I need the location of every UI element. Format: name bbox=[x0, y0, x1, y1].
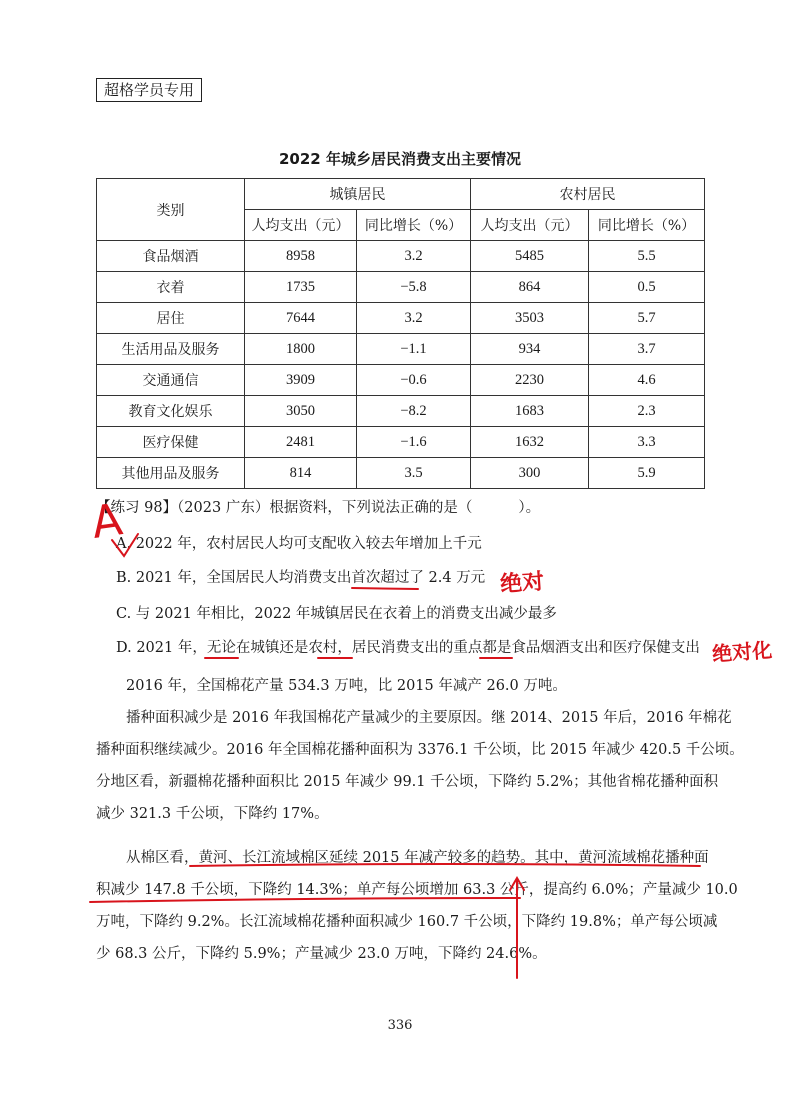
cell-category: 居住 bbox=[97, 303, 245, 334]
cell-category: 教育文化娱乐 bbox=[97, 396, 245, 427]
cell-rural-growth: 3.3 bbox=[589, 427, 705, 458]
underline-first-time bbox=[352, 588, 418, 589]
cell-urban-spend: 814 bbox=[245, 458, 357, 489]
table-row bbox=[97, 427, 705, 458]
cell-category: 衣着 bbox=[97, 272, 245, 303]
table-row bbox=[97, 334, 705, 365]
cell-rural-growth: 5.9 bbox=[589, 458, 705, 489]
cell-category: 生活用品及服务 bbox=[97, 334, 245, 365]
table-title: 2022 年城乡居民消费支出主要情况 bbox=[279, 150, 521, 168]
paragraph-line: 播种面积减少是 2016 年我国棉花产量减少的主要原因。继 2014、2015 年后，2016 年棉花 bbox=[126, 710, 732, 726]
usage-tag: 超格学员专用 bbox=[96, 78, 202, 102]
passage-paragraph-2 bbox=[96, 702, 744, 830]
paragraph-line: 万吨，下降约 9.2%。长江流域棉花播种面积减少 160.7 千公顷，下降约 19.8%；单产每公顷减 bbox=[96, 914, 718, 930]
passage-paragraph-1: 2016 年，全国棉花产量 534.3 万吨，比 2015 年减产 26.0 万吨。 bbox=[126, 678, 567, 694]
cell-category: 食品烟酒 bbox=[97, 241, 245, 272]
cell-urban-spend: 8958 bbox=[245, 241, 357, 272]
cell-rural-spend: 934 bbox=[471, 334, 589, 365]
cell-rural-growth: 5.5 bbox=[589, 241, 705, 272]
cell-urban-growth: 3.2 bbox=[357, 241, 471, 272]
cell-urban-spend: 1735 bbox=[245, 272, 357, 303]
question-stem-after: ）。 bbox=[518, 500, 541, 516]
paragraph-line: 分地区看，新疆棉花播种面积比 2015 年减少 99.1 千公顷，下降约 5.2%；其他省棉花播种面积 bbox=[96, 774, 719, 790]
cell-urban-growth: −1.1 bbox=[357, 334, 471, 365]
question-stem-before: 【练习 98】（2023 广东）根据资料，下列说法正确的是（ bbox=[96, 500, 473, 516]
option-d[interactable]: D. 2021 年，无论在城镇还是农村，居民消费支出的重点都是食品烟酒支出和医疗保健支出 bbox=[116, 640, 700, 656]
cell-rural-growth: 4.6 bbox=[589, 365, 705, 396]
cell-rural-spend: 2230 bbox=[471, 365, 589, 396]
cell-rural-growth: 3.7 bbox=[589, 334, 705, 365]
table-row bbox=[97, 303, 705, 334]
cell-urban-growth: −0.6 bbox=[357, 365, 471, 396]
table-row bbox=[97, 396, 705, 427]
page-number: 336 bbox=[387, 1018, 413, 1033]
cell-rural-spend: 300 bbox=[471, 458, 589, 489]
cell-rural-growth: 2.3 bbox=[589, 396, 705, 427]
cell-urban-spend: 3909 bbox=[245, 365, 357, 396]
cell-urban-growth: 3.5 bbox=[357, 458, 471, 489]
cell-urban-spend: 3050 bbox=[245, 396, 357, 427]
option-b[interactable]: B. 2021 年，全国居民人均消费支出首次超过了 2.4 万元 bbox=[116, 570, 486, 586]
table-row bbox=[97, 365, 705, 396]
cell-rural-growth: 5.7 bbox=[589, 303, 705, 334]
header-rural: 农村居民 bbox=[471, 179, 705, 210]
cell-rural-growth: 0.5 bbox=[589, 272, 705, 303]
option-c[interactable]: C. 与 2021 年相比，2022 年城镇居民在衣着上的消费支出减少最多 bbox=[116, 606, 557, 622]
cell-urban-spend: 7644 bbox=[245, 303, 357, 334]
table-row bbox=[97, 241, 705, 272]
cell-rural-spend: 5485 bbox=[471, 241, 589, 272]
header-urban-growth: 同比增长（%） bbox=[357, 210, 471, 241]
header-urban-spend: 人均支出（元） bbox=[245, 210, 357, 241]
cell-urban-growth: −8.2 bbox=[357, 396, 471, 427]
handwritten-note-b: 绝对 bbox=[499, 569, 545, 598]
consumption-table bbox=[96, 178, 705, 489]
handwritten-note-d: 绝对化 bbox=[711, 637, 773, 667]
question-stem bbox=[96, 498, 540, 518]
paragraph-line: 减少 321.3 千公顷，下降约 17%。 bbox=[96, 806, 329, 822]
cell-urban-spend: 2481 bbox=[245, 427, 357, 458]
paragraph-line: 少 68.3 公斤，下降约 5.9%；产量减少 23.0 万吨，下降约 24.6%。 bbox=[96, 946, 547, 962]
cell-category: 医疗保健 bbox=[97, 427, 245, 458]
paragraph-line: 从棉区看，黄河、长江流域棉区延续 2015 年减产较多的趋势。其中，黄河流域棉花播种面 bbox=[126, 850, 709, 866]
passage-paragraph-3 bbox=[96, 842, 738, 970]
paragraph-line: 播种面积继续减少。2016 年全国棉花播种面积为 3376.1 千公顷，比 2015 年减少 420.5 千公顷。 bbox=[96, 742, 744, 758]
cell-urban-growth: 3.2 bbox=[357, 303, 471, 334]
cell-urban-growth: −5.8 bbox=[357, 272, 471, 303]
cell-rural-spend: 1683 bbox=[471, 396, 589, 427]
cell-category: 其他用品及服务 bbox=[97, 458, 245, 489]
cell-urban-spend: 1800 bbox=[245, 334, 357, 365]
cell-rural-spend: 1632 bbox=[471, 427, 589, 458]
cell-rural-spend: 3503 bbox=[471, 303, 589, 334]
paragraph-line: 积减少 147.8 千公顷，下降约 14.3%；单产每公顷增加 63.3 公斤，提高约 6.0%；产量减少 10.0 bbox=[96, 882, 738, 898]
cell-urban-growth: −1.6 bbox=[357, 427, 471, 458]
table-row bbox=[97, 272, 705, 303]
header-urban: 城镇居民 bbox=[245, 179, 471, 210]
handwritten-answer: A bbox=[88, 494, 126, 549]
table-row bbox=[97, 458, 705, 489]
cell-rural-spend: 864 bbox=[471, 272, 589, 303]
header-rural-spend: 人均支出（元） bbox=[471, 210, 589, 241]
header-category: 类别 bbox=[97, 179, 245, 241]
option-a[interactable]: A. 2022 年，农村居民人均可支配收入较去年增加上千元 bbox=[116, 536, 482, 552]
header-rural-growth: 同比增长（%） bbox=[589, 210, 705, 241]
cell-category: 交通通信 bbox=[97, 365, 245, 396]
